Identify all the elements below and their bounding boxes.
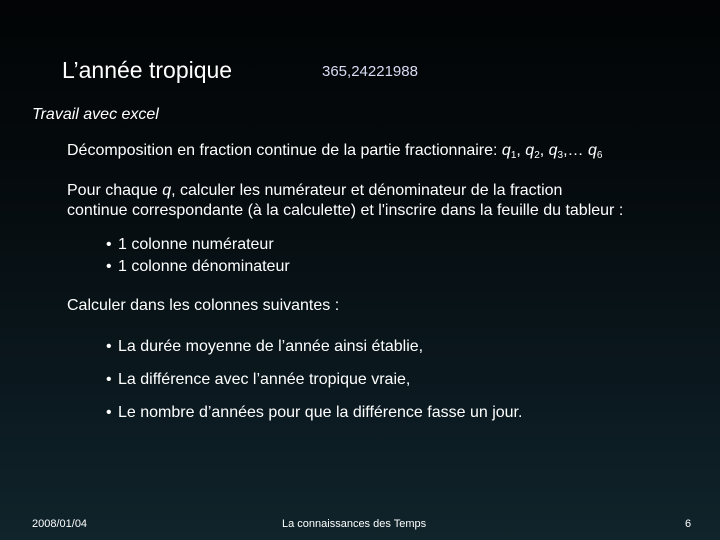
column-list xyxy=(106,234,290,278)
decomposition-text: Décomposition en fraction continue de la partie fractionnaire: xyxy=(67,142,502,159)
slide-subtitle: Travail avec excel xyxy=(32,106,159,123)
paragraph-calculate: Calculer dans les colonnes suivantes : xyxy=(67,297,340,314)
list-item xyxy=(106,370,522,390)
compute-after: , calculer les numérateur et dénominateur de la fraction xyxy=(171,182,563,199)
calculation-list xyxy=(106,337,522,436)
list-item xyxy=(106,403,522,423)
list-item-text: Le nombre d’années pour que la différence fasse un jour. xyxy=(118,404,523,421)
q-index: 1 xyxy=(510,150,517,161)
q-letter: q xyxy=(525,142,535,159)
q-separator: ,… xyxy=(563,142,588,159)
q-variable: q xyxy=(162,182,172,199)
list-item xyxy=(106,234,290,256)
compute-line-1 xyxy=(67,181,623,201)
q-letter: q xyxy=(501,142,511,159)
q-index: 6 xyxy=(596,150,603,161)
compute-before: Pour chaque xyxy=(67,182,163,199)
tropical-year-value: 365,24221988 xyxy=(322,63,418,80)
q-letter: q xyxy=(548,142,558,159)
q-separator: , xyxy=(516,142,526,159)
list-item xyxy=(106,256,290,278)
footer-date: 2008/01/04 xyxy=(32,518,88,530)
q-separator: , xyxy=(539,142,549,159)
paragraph-decomposition xyxy=(67,141,602,166)
q-index: 3 xyxy=(557,150,564,161)
list-item-text: La différence avec l’année tropique vraie, xyxy=(118,371,411,388)
page-number: 6 xyxy=(685,518,692,530)
slide-title: L’année tropique xyxy=(62,57,233,83)
q-letter: q xyxy=(588,142,597,159)
bullet-glyph: • xyxy=(106,258,112,275)
list-item-text: 1 colonne dénominateur xyxy=(118,258,290,275)
bullet-glyph: • xyxy=(106,371,112,388)
bullet-glyph: • xyxy=(106,338,112,355)
list-item-text: 1 colonne numérateur xyxy=(118,236,274,253)
q-index: 2 xyxy=(534,150,540,161)
bullet-glyph: • xyxy=(106,236,112,253)
paragraph-compute xyxy=(67,181,623,221)
q-list xyxy=(502,142,603,159)
list-item-text: La durée moyenne de l’année ainsi établie, xyxy=(118,338,424,355)
bullet-glyph: • xyxy=(106,404,112,421)
footer-title: La connaissances des Temps xyxy=(282,518,427,530)
compute-line-2: continue correspondante (à la calculette) et l'inscrire dans la feuille du tableur : xyxy=(67,202,624,219)
list-item xyxy=(106,337,522,357)
